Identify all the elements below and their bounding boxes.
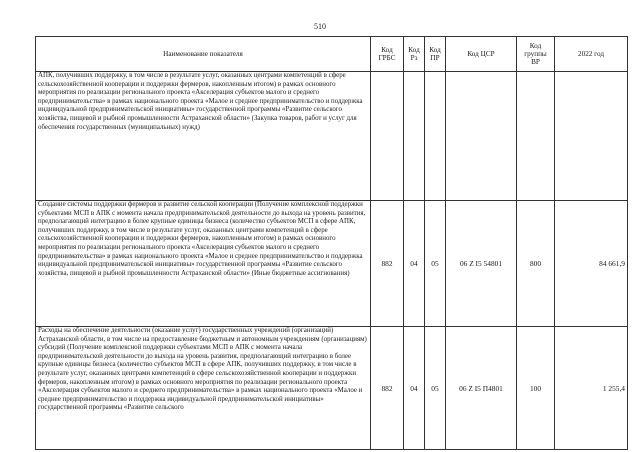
header-name: Наименование показателя bbox=[36, 37, 371, 72]
row-vr: 100 bbox=[517, 327, 555, 450]
row-pr: 05 bbox=[425, 201, 446, 327]
row-vr: 800 bbox=[517, 201, 555, 327]
row-rz bbox=[404, 72, 425, 201]
table-row bbox=[36, 72, 628, 201]
row-description: АПК, получивших поддержку, в том числе в результате услуг, оказанных центрами компетенций в сфере сельскохозяйственной кооперации и поддержки фермеров, накопленным итогом) в рамках основного мероприятия по реализации регионального проекта «Акселерация субъектов малого и среднего предпринимательства» в рамках национального проекта «Малое и среднее предпринимательство и поддержка индивидуальной предпринимательской инициативы» государственной программы «Развитие сельского хозяйства, пищевой и рыбной промышленности Астраханской области» (Закупка товаров, работ и услуг для обеспечения государственных (муниципальных) нужд) bbox=[36, 72, 371, 201]
row-rz: 04 bbox=[404, 327, 425, 450]
row-description: Расходы на обеспечение деятельности (оказание услуг) государственных учреждений (организаций) Астраханской области, в том числе на предоставление бюджетным и автономным учреждениям (организациям) субсидий (Получение комплексной поддержки субъектами МСП в АПК с момента начала предпринимательской деятельности до выхода на уровень развития, предполагающий интеграцию в более крупные единицы бизнеса (количество субъектов МСП в сфере АПК, получивших поддержку, в том числе в результате услуг, оказанных центрами компетенций в сфере сельскохозяйственной кооперации и поддержки фермеров, накопленным итогом) в рамках основного мероприятия по реализации регионального проекта «Акселерация субъектов малого и среднего предпринимательства» в рамках национального проекта «Малое и среднее предпринимательство и поддержка индивидуальной предпринимательской инициативы» государственной программы «Развитие сельского bbox=[36, 327, 371, 450]
row-grbs bbox=[371, 72, 404, 201]
row-pr: 05 bbox=[425, 327, 446, 450]
row-grbs: 882 bbox=[371, 327, 404, 450]
header-grbs: Код ГРБС bbox=[371, 37, 404, 72]
row-amount: 84 661,9 bbox=[555, 201, 628, 327]
header-year: 2022 год bbox=[555, 37, 628, 72]
row-amount: 1 255,4 bbox=[555, 327, 628, 450]
header-row bbox=[36, 37, 628, 72]
table-row bbox=[36, 327, 628, 450]
header-vr: Код группы ВР bbox=[517, 37, 555, 72]
header-csr: Код ЦСР bbox=[446, 37, 517, 72]
row-vr bbox=[517, 72, 555, 201]
page-number: 510 bbox=[314, 22, 326, 31]
row-csr: 06 Z I5 П4801 bbox=[446, 327, 517, 450]
row-amount bbox=[555, 72, 628, 201]
table-row bbox=[36, 201, 628, 327]
budget-table bbox=[35, 36, 628, 450]
row-pr bbox=[425, 72, 446, 201]
header-pr: Код ПР bbox=[425, 37, 446, 72]
header-rz: Код Рз bbox=[404, 37, 425, 72]
row-grbs: 882 bbox=[371, 201, 404, 327]
row-description: Создание системы поддержки фермеров и развитие сельской кооперации (Получение комплексной поддержки субъектами МСП в АПК с момента начала предпринимательской деятельности до выхода на уровень развития, предполагающий интеграцию в более крупные единицы бизнеса (количество субъектов МСП в сфере АПК, получивших поддержку, в том числе в результате услуг, оказанных центрами компетенций в сфере сельскохозяйственной кооперации и поддержки фермеров, накопленным итогом) в рамках основного мероприятия по реализации регионального проекта «Акселерация субъектов малого и среднего предпринимательства» в рамках национального проекта «Малое и среднее предпринимательство и поддержка индивидуальной предпринимательской инициативы» государственной программы «Развитие сельского хозяйства, пищевой и рыбной промышленности Астраханской области» (Иные бюджетные ассигнования) bbox=[36, 201, 371, 327]
row-rz: 04 bbox=[404, 201, 425, 327]
row-csr bbox=[446, 72, 517, 201]
row-csr: 06 Z I5 54801 bbox=[446, 201, 517, 327]
